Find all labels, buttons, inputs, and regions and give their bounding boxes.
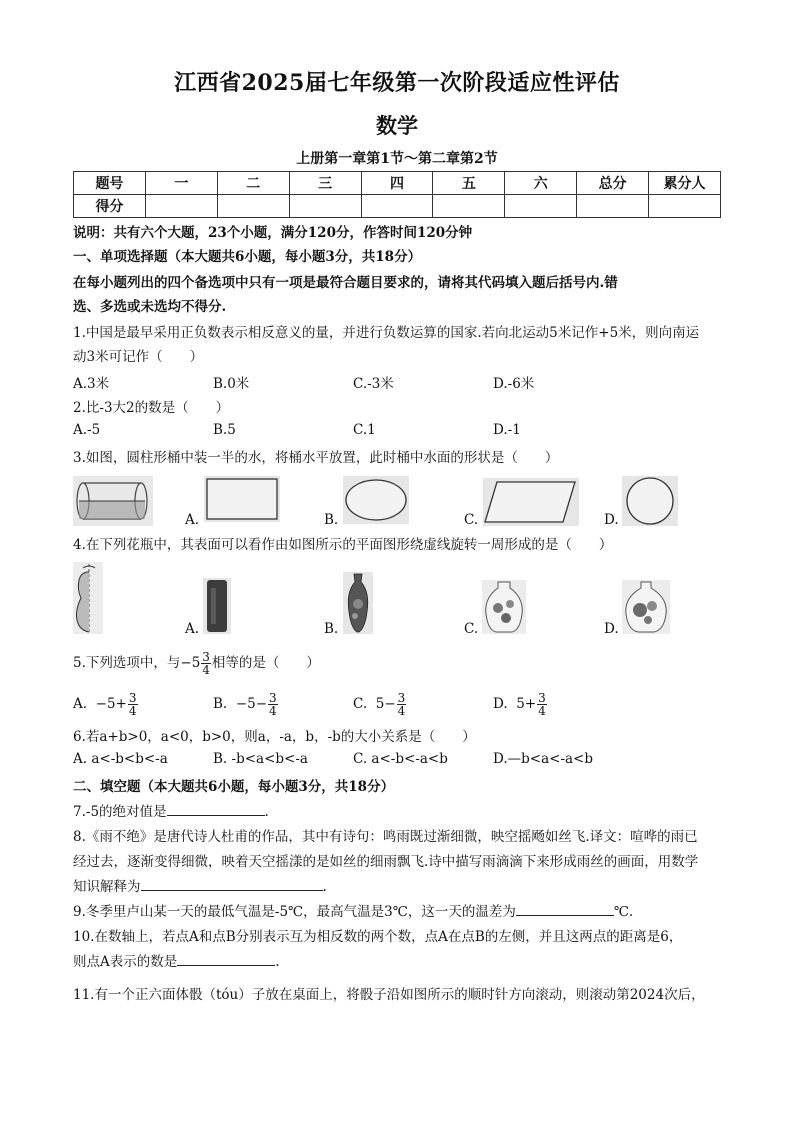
ellipse-option-figure (343, 476, 409, 524)
answer-blank[interactable] (516, 901, 614, 916)
option-c[interactable]: C. a<-b<-a<b (353, 751, 448, 767)
question-4: 4.在下列花瓶中，其表面可以看作由如图所示的平面图形绕虚线旋转一周形成的是（ ） (73, 537, 613, 553)
question-5-options (73, 688, 733, 720)
option-a[interactable]: A. (185, 621, 200, 637)
rectangle-option-figure (204, 476, 280, 522)
question-1: 1.中国是最早采用正负数表示相反意义的量，并进行负数运算的国家.若向北运动5米记作+5米，则向南运 (73, 325, 700, 341)
fraction-numerator: 3 (538, 691, 546, 705)
option-a[interactable]: A. (185, 512, 200, 528)
fraction-numerator: 3 (269, 691, 277, 705)
option-d[interactable]: D.-6米 (493, 376, 535, 392)
score-cell[interactable] (649, 195, 721, 218)
question-5-text: 5.下列选项中，与−5 (73, 655, 201, 671)
option-c[interactable]: C.-3米 (353, 376, 394, 392)
score-table-score-row (74, 195, 721, 218)
question-8-text: 知识解释为 (73, 879, 141, 895)
question-6-options (73, 751, 733, 773)
option-c[interactable]: C. (464, 512, 479, 528)
circle-option-figure (622, 476, 678, 526)
rotation-shape-figure (73, 562, 103, 634)
score-cell[interactable] (289, 195, 361, 218)
option-expr: 5− (375, 696, 396, 712)
cylinder-figure (73, 476, 153, 526)
fraction-denominator: 4 (538, 704, 546, 718)
answer-blank[interactable] (177, 951, 275, 966)
fraction-numerator: 3 (397, 691, 406, 705)
question-10: 10.在数轴上，若点A和点B分别表示互为相反数的两个数，点A在点B的左侧，并且这两点的距离是6， (73, 929, 683, 945)
parallelogram-option-figure (483, 478, 579, 526)
question-5-text: 相等的是（ ） (211, 655, 320, 671)
question-3: 3.如图，圆柱形桶中装一半的水，将桶水平放置，此时桶中水面的形状是（ ） (73, 450, 559, 466)
table-cell: 五 (433, 172, 505, 195)
answer-blank[interactable] (141, 876, 323, 891)
vase-c-figure (482, 580, 526, 634)
option-b[interactable] (213, 688, 279, 720)
option-d[interactable] (493, 688, 548, 720)
question-1: 动3米可记作（ ） (73, 349, 204, 365)
exam-subject: 数学 (376, 113, 418, 138)
score-table-header-row (74, 172, 721, 195)
instructions: 说明：共有六个大题，23个小题，满分120分，作答时间120分钟 (73, 225, 473, 241)
option-d[interactable]: D. (604, 621, 619, 637)
score-cell[interactable] (217, 195, 289, 218)
table-cell: 总分 (577, 172, 649, 195)
question-8: 知识解释为 . (73, 876, 733, 898)
option-b[interactable]: B. (324, 512, 339, 528)
option-d[interactable]: D.-1 (493, 422, 521, 438)
question-9 (73, 901, 733, 923)
option-b[interactable]: B.0米 (213, 376, 250, 392)
score-cell[interactable] (577, 195, 649, 218)
option-d[interactable]: D. (604, 512, 619, 528)
option-a[interactable]: A.3米 (73, 376, 110, 392)
score-cell[interactable] (433, 195, 505, 218)
option-b[interactable]: B. (324, 621, 339, 637)
fraction (128, 692, 138, 717)
fraction (397, 692, 407, 717)
option-b[interactable]: B.5 (213, 422, 236, 438)
fraction (537, 692, 547, 717)
fraction-denominator: 4 (128, 704, 137, 718)
question-8: 经过去，逐渐变得细微，映着天空摇漾的是如丝的细雨飘飞.诗中描写雨滴滴下来形成雨丝的画面，用数学 (73, 854, 699, 870)
exam-scope: 上册第一章第1节～第二章第2节 (296, 151, 498, 167)
fraction-denominator: 4 (269, 704, 277, 718)
option-label: D. (493, 696, 508, 712)
option-d[interactable]: D.—b<a<-a<b (493, 751, 594, 767)
option-label: A. (73, 696, 88, 712)
fraction-numerator: 3 (128, 691, 137, 705)
option-c[interactable]: C.1 (353, 422, 376, 438)
question-9-text: 9.冬季里卢山某一天的最低气温是-5℃，最高气温是3℃，这一天的温差为 (73, 904, 516, 920)
option-a[interactable] (73, 688, 139, 720)
score-cell[interactable] (505, 195, 577, 218)
section1-heading: 一、单项选择题（本大题共6小题，每小题3分，共18分） (73, 249, 422, 265)
exam-title: 江西省2025届七年级第一次阶段适应性评估 (174, 70, 620, 96)
table-cell: 得分 (74, 195, 146, 218)
answer-blank[interactable] (167, 801, 265, 816)
option-label: C. (353, 696, 368, 712)
question-5 (73, 648, 733, 678)
question-1-options (73, 372, 733, 394)
question-7: 7.-5的绝对值是 . (73, 801, 733, 823)
vase-d-figure (622, 580, 670, 634)
table-cell: 三 (289, 172, 361, 195)
question-8: 8.《雨不绝》是唐代诗人杜甫的作品，其中有诗句：鸣雨既过渐细微，映空摇飏如丝飞.译文：喧哗的雨已 (73, 829, 698, 845)
score-table (73, 171, 721, 218)
section1-note: 选、多选或未选均不得分. (73, 299, 227, 315)
question-10-text: 则点A表示的数是 (73, 954, 178, 970)
fraction-denominator: 4 (202, 663, 210, 677)
score-cell[interactable] (361, 195, 433, 218)
question-7-text: 7.-5的绝对值是 (73, 804, 167, 820)
option-c[interactable] (353, 688, 407, 720)
table-cell: 一 (145, 172, 217, 195)
option-c[interactable]: C. (464, 621, 479, 637)
option-label: B. (213, 696, 228, 712)
option-b[interactable]: B. -b<a<b<-a (213, 751, 308, 767)
option-a[interactable]: A.-5 (73, 422, 101, 438)
question-10: 则点A表示的数是 . (73, 951, 733, 973)
score-cell[interactable] (145, 195, 217, 218)
question-6: 6.若a+b>0，a<0，b>0，则a，-a，b，-b的大小关系是（ ） (73, 729, 476, 745)
table-cell: 六 (505, 172, 577, 195)
vase-a-figure (203, 578, 231, 634)
question-11: 11.有一个正六面体骰（tóu）子放在桌面上，将骰子沿如图所示的顺时针方向滚动，则滚动第2024次后， (73, 987, 705, 1003)
question-9-unit: ℃. (613, 904, 634, 920)
option-expr: −5− (235, 696, 268, 712)
section1-note: 在每小题列出的四个备选项中只有一项是最符合题目要求的，请将其代码填入题后括号内.错 (73, 275, 618, 291)
section2-heading: 二、填空题（本大题共6小题，每小题3分，共18分） (73, 779, 395, 795)
table-cell: 题号 (74, 172, 146, 195)
option-expr: 5+ (516, 696, 537, 712)
table-cell: 累分人 (649, 172, 721, 195)
fraction-denominator: 4 (397, 704, 406, 718)
question-2: 2.比-3大2的数是（ ） (73, 400, 230, 416)
question-2-options (73, 422, 733, 444)
fraction (268, 692, 278, 717)
table-cell: 二 (217, 172, 289, 195)
table-cell: 四 (361, 172, 433, 195)
vase-b-figure (343, 572, 373, 634)
option-a[interactable]: A. a<-b<b<-a (73, 751, 168, 767)
fraction (201, 651, 211, 676)
option-expr: −5+ (95, 696, 127, 712)
fraction-numerator: 3 (202, 650, 210, 664)
